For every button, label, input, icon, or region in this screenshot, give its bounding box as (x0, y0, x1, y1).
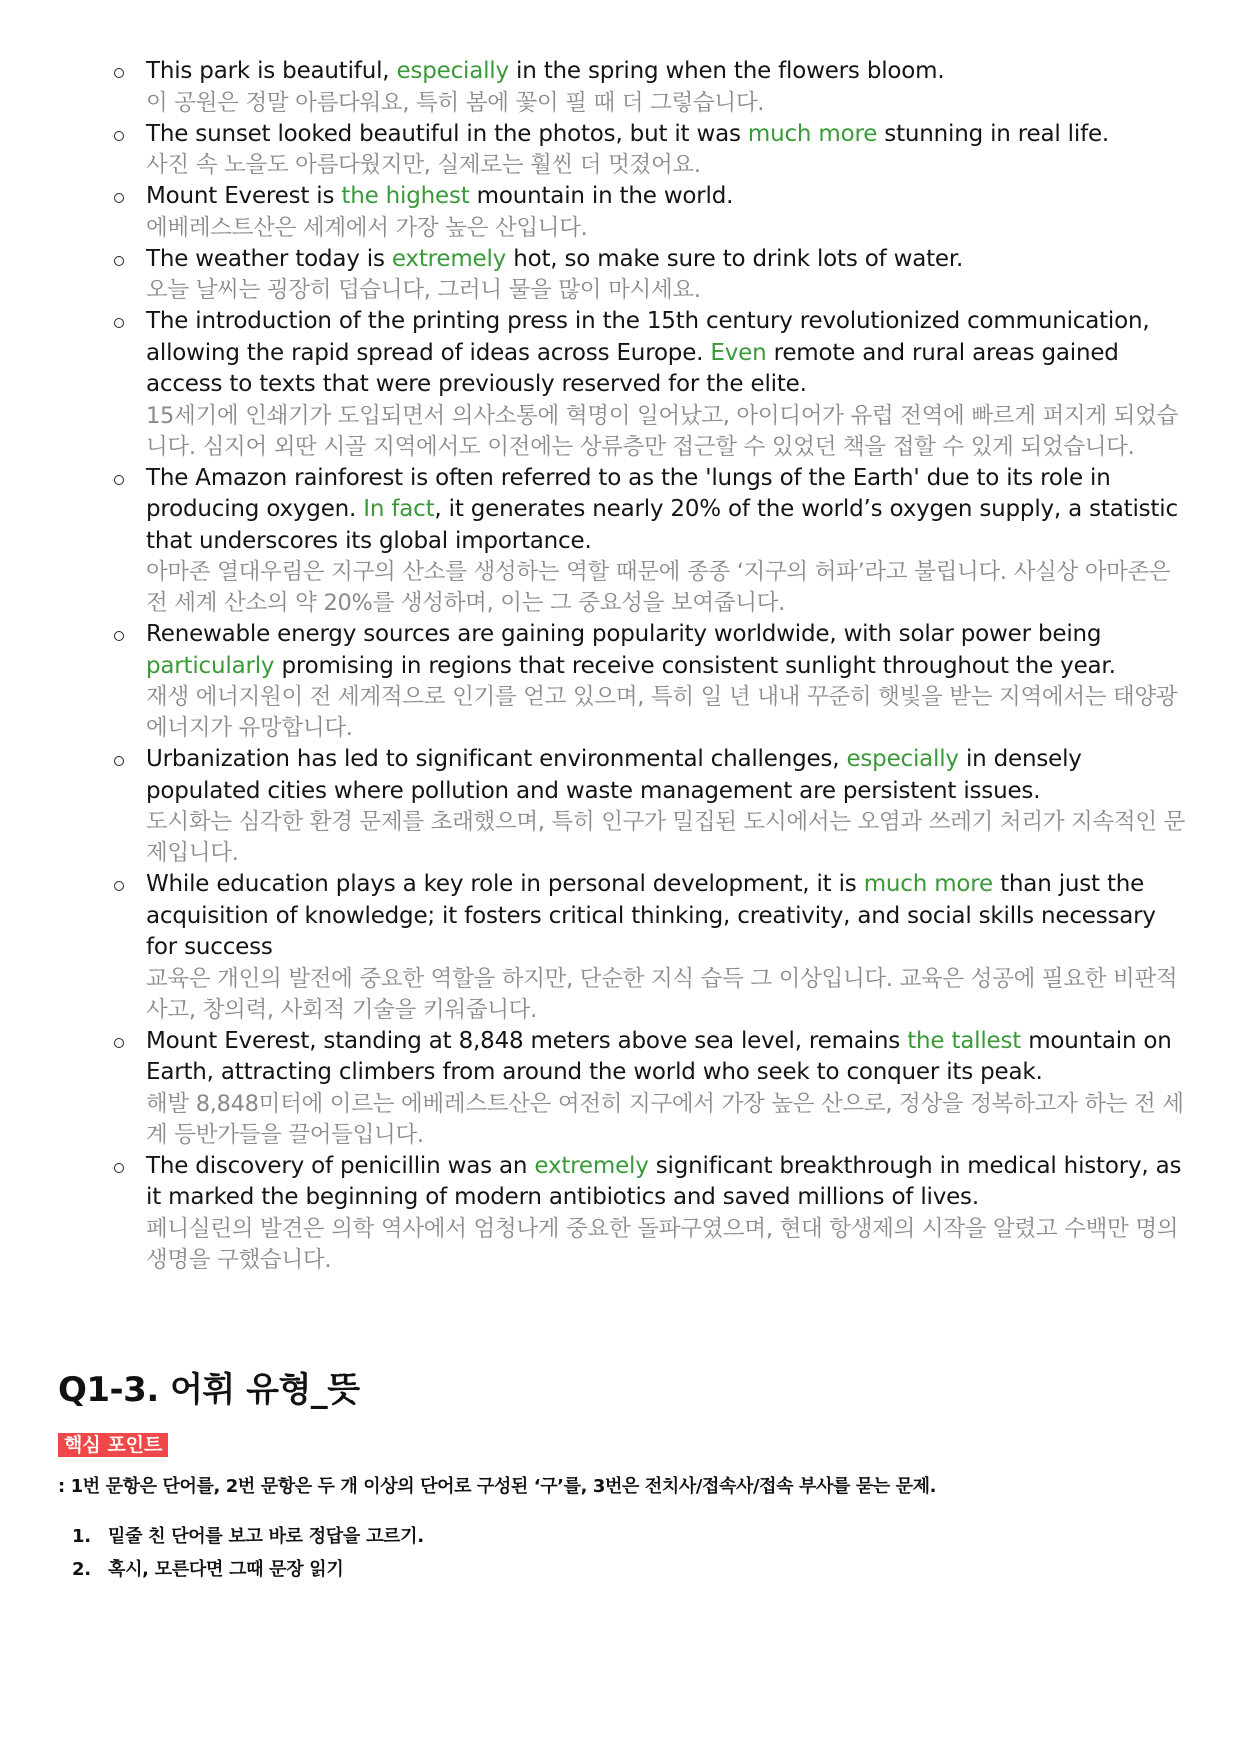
sentence-text: The Amazon rainforest is often referred to as the 'lungs of the Earth' due to its role in producing oxygen. (146, 464, 1111, 522)
highlighted-expression: extremely (534, 1152, 649, 1179)
english-sentence (146, 1151, 1190, 1214)
step-text: 혹시, 모른다면 그때 문장 읽기 (108, 1559, 344, 1580)
sentence-text: stunning in real life. (877, 120, 1110, 147)
sentence-text: in the spring when the flowers bloom. (508, 58, 945, 84)
korean-translation: 도시화는 심각한 환경 문제를 초래했으며, 특히 인구가 밀집된 도시에서는 오염과 쓰레기 처리가 지속적인 문제입니다. (146, 809, 1186, 866)
korean-translation: 교육은 개인의 발전에 중요한 역할을 하지만, 단순한 지식 습득 그 이상입니다. 교육은 성공에 필요한 비판적 사고, 창의력, 사회적 기술을 키워줍니다. (146, 965, 1178, 1023)
english-sentence (146, 306, 1190, 401)
korean-translation: 15세기에 인쇄기가 도입되면서 의사소통에 혁명이 일어났고, 아이디어가 유럽 전역에 빠르게 퍼지게 되었습니다. 심지어 외딴 시골 지역에서도 이전에는 상류층만 접근할 수 있었던 책을 접할 수 있게 되었습니다. (146, 402, 1178, 460)
sentence-text: mountain in the world. (469, 183, 734, 209)
sentence-text: remote and rural areas gained access to texts that were previously reserved for the elite. (146, 339, 1119, 397)
korean-translation: 페니실린의 발견은 의학 역사에서 엄청나게 중요한 돌파구였으며, 현대 항생제의 시작을 알렸고 수백만 명의 생명을 구했습니다. (146, 1215, 1179, 1273)
english-sentence (146, 119, 1190, 151)
circle-bullet-icon (114, 1038, 124, 1048)
step-item (72, 1520, 424, 1553)
korean-translation: 사진 속 노을도 아름다웠지만, 실제로는 훨씬 더 멋졌어요. (146, 152, 701, 178)
example-item (110, 619, 1190, 744)
sentence-text: The sunset looked beautiful in the photos, but it was (146, 120, 748, 147)
korean-translation: 아마존 열대우림은 지구의 산소를 생성하는 역할 때문에 종종 ‘지구의 허파’라고 불립니다. 사실상 아마존은 전 세계 산소의 약 20%를 생성하며, 이는 그 중요성을 보여줍니다. (146, 559, 1171, 616)
circle-bullet-icon (114, 318, 124, 328)
english-sentence (146, 56, 1190, 88)
circle-bullet-icon (114, 193, 124, 203)
circle-bullet-icon (114, 68, 124, 78)
highlighted-expression: extremely (391, 245, 507, 272)
example-item (110, 306, 1190, 463)
highlighted-expression: much more (747, 120, 878, 147)
circle-bullet-icon (114, 1163, 124, 1173)
step-number: 2. (72, 1559, 91, 1580)
sentence-text: While education plays a key role in personal development, it is (146, 871, 864, 897)
sentence-text: than just the acquisition of knowledge; it fosters critical thinking, creativity, and social skills necessary for success (146, 871, 1156, 960)
section-title: Q1-3. 어휘 유형_뜻 (58, 1370, 360, 1410)
circle-bullet-icon (114, 475, 124, 485)
circle-bullet-icon (114, 256, 124, 266)
example-item (110, 1026, 1190, 1151)
section-summary: : 1번 문항은 단어를, 2번 문항은 두 개 이상의 단어로 구성된 ‘구’를, 3번은 전치사/접속사/접속 부사를 묻는 문제. (58, 1476, 937, 1497)
sentence-text: , it generates nearly 20% of the world’s oxygen supply, a statistic that underscores its global importance. (146, 496, 1178, 554)
korean-translation: 이 공원은 정말 아름다워요, 특히 봄에 꽃이 필 때 더 그렇습니다. (146, 89, 765, 116)
sentence-text: The discovery of penicillin was an (146, 1152, 535, 1179)
example-item (110, 869, 1190, 1026)
english-sentence (146, 1026, 1190, 1089)
sentence-text: Mount Everest, standing at 8,848 meters above sea level, remains (146, 1027, 908, 1054)
highlighted-expression: the tallest (907, 1027, 1022, 1054)
circle-bullet-icon (114, 631, 124, 641)
example-item (110, 244, 1190, 307)
circle-bullet-icon (114, 131, 124, 141)
korean-translation: 해발 8,848미터에 이르는 에베레스트산은 여전히 지구에서 가장 높은 산으로, 정상을 정복하고자 하는 전 세계 등반가들을 끌어들입니다. (146, 1090, 1184, 1148)
sentence-text: Renewable energy sources are gaining popularity worldwide, with solar power being (146, 621, 1102, 647)
sentence-text: significant breakthrough in medical history, as it marked the beginning of modern antibiotics and saved millions of lives. (146, 1152, 1182, 1210)
sentence-text: hot, so make sure to drink lots of water. (506, 245, 964, 272)
sentence-text: Urbanization has led to significant environmental challenges, (146, 746, 847, 772)
english-sentence (146, 744, 1190, 807)
korean-translation: 에베레스트산은 세계에서 가장 높은 산입니다. (146, 214, 588, 241)
highlighted-expression: In fact (363, 496, 435, 522)
sentence-text: The introduction of the printing press in the 15th century revolutionized communication, allowing the rapid spread of ideas across Europe. (146, 308, 1150, 366)
sentence-text: promising in regions that receive consistent sunlight throughout the year. (274, 652, 1116, 679)
step-number: 1. (72, 1526, 91, 1547)
english-sentence (146, 619, 1190, 682)
example-list (110, 56, 1190, 1276)
sentence-text: Mount Everest is (146, 183, 342, 209)
english-sentence (146, 463, 1190, 558)
example-item (110, 1151, 1190, 1276)
example-item (110, 744, 1190, 869)
highlighted-expression: Even (710, 339, 767, 366)
sentence-text: The weather today is (146, 245, 392, 272)
highlighted-expression: the highest (341, 183, 470, 209)
keypoint-badge: 핵심 포인트 (58, 1433, 168, 1457)
english-sentence (146, 244, 1190, 276)
example-item (110, 56, 1190, 119)
english-sentence (146, 869, 1190, 964)
step-item (72, 1553, 424, 1586)
korean-translation: 재생 에너지원이 전 세계적으로 인기를 얻고 있으며, 특히 일 년 내내 꾸준히 햇빛을 받는 지역에서는 태양광 에너지가 유망합니다. (146, 684, 1178, 741)
circle-bullet-icon (114, 756, 124, 766)
sentence-text: This park is beautiful, (146, 58, 397, 84)
highlighted-expression: especially (846, 746, 959, 772)
english-sentence (146, 181, 1190, 213)
circle-bullet-icon (114, 881, 124, 891)
sentence-text: in densely populated cities where pollution and waste management are persistent issues. (146, 746, 1082, 804)
highlighted-expression: especially (396, 58, 509, 84)
highlighted-expression: much more (863, 871, 993, 897)
steps-list (72, 1520, 424, 1586)
example-item (110, 181, 1190, 244)
example-item (110, 463, 1190, 620)
highlighted-expression: particularly (146, 652, 275, 679)
step-text: 밑줄 친 단어를 보고 바로 정답을 고르기. (108, 1526, 424, 1547)
sentence-text: mountain on Earth, attracting climbers from around the world who seek to conquer its peak. (146, 1027, 1172, 1085)
example-item (110, 119, 1190, 182)
korean-translation: 오늘 날씨는 굉장히 덥습니다, 그러니 물을 많이 마시세요. (146, 277, 701, 303)
